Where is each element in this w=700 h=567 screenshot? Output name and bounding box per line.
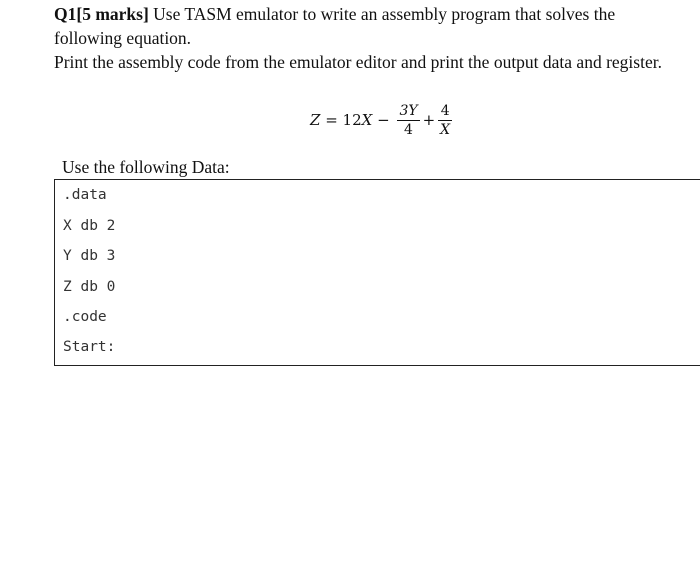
question-paragraph xyxy=(54,2,684,50)
fraction-3y-over-4 xyxy=(397,103,419,138)
fraction-denominator: X xyxy=(440,121,451,138)
fraction-numerator: 3Y xyxy=(399,102,418,119)
code-line-data: .data xyxy=(63,187,107,203)
code-line-code: .code xyxy=(63,309,107,325)
fraction-4-over-x xyxy=(438,103,452,138)
equation-equals-part: = 12 xyxy=(320,111,362,129)
question-text xyxy=(54,2,684,74)
question-instruction: Use TASM emulator to write an assembly program that solves the following equation. xyxy=(54,4,616,48)
fraction-numerator: 4 xyxy=(440,102,450,119)
equation-lhs: Z xyxy=(310,111,321,129)
question-print-instruction: Print the assembly code from the emulator editor and print the output data and register. xyxy=(54,52,662,72)
data-label: Use the following Data: xyxy=(62,157,230,177)
equation-x-var: X xyxy=(361,111,373,129)
equation xyxy=(310,92,455,148)
equation-plus: + xyxy=(422,111,436,129)
equation-minus: − xyxy=(372,111,395,129)
question-marks: Q1[5 marks] xyxy=(54,4,149,24)
code-box xyxy=(54,179,700,366)
fraction-denominator: 4 xyxy=(397,120,419,138)
code-line-x: X db 2 xyxy=(63,218,116,234)
code-line-start: Start: xyxy=(63,339,116,355)
code-line-z: Z db 0 xyxy=(63,279,116,295)
code-line-y: Y db 3 xyxy=(63,248,116,264)
